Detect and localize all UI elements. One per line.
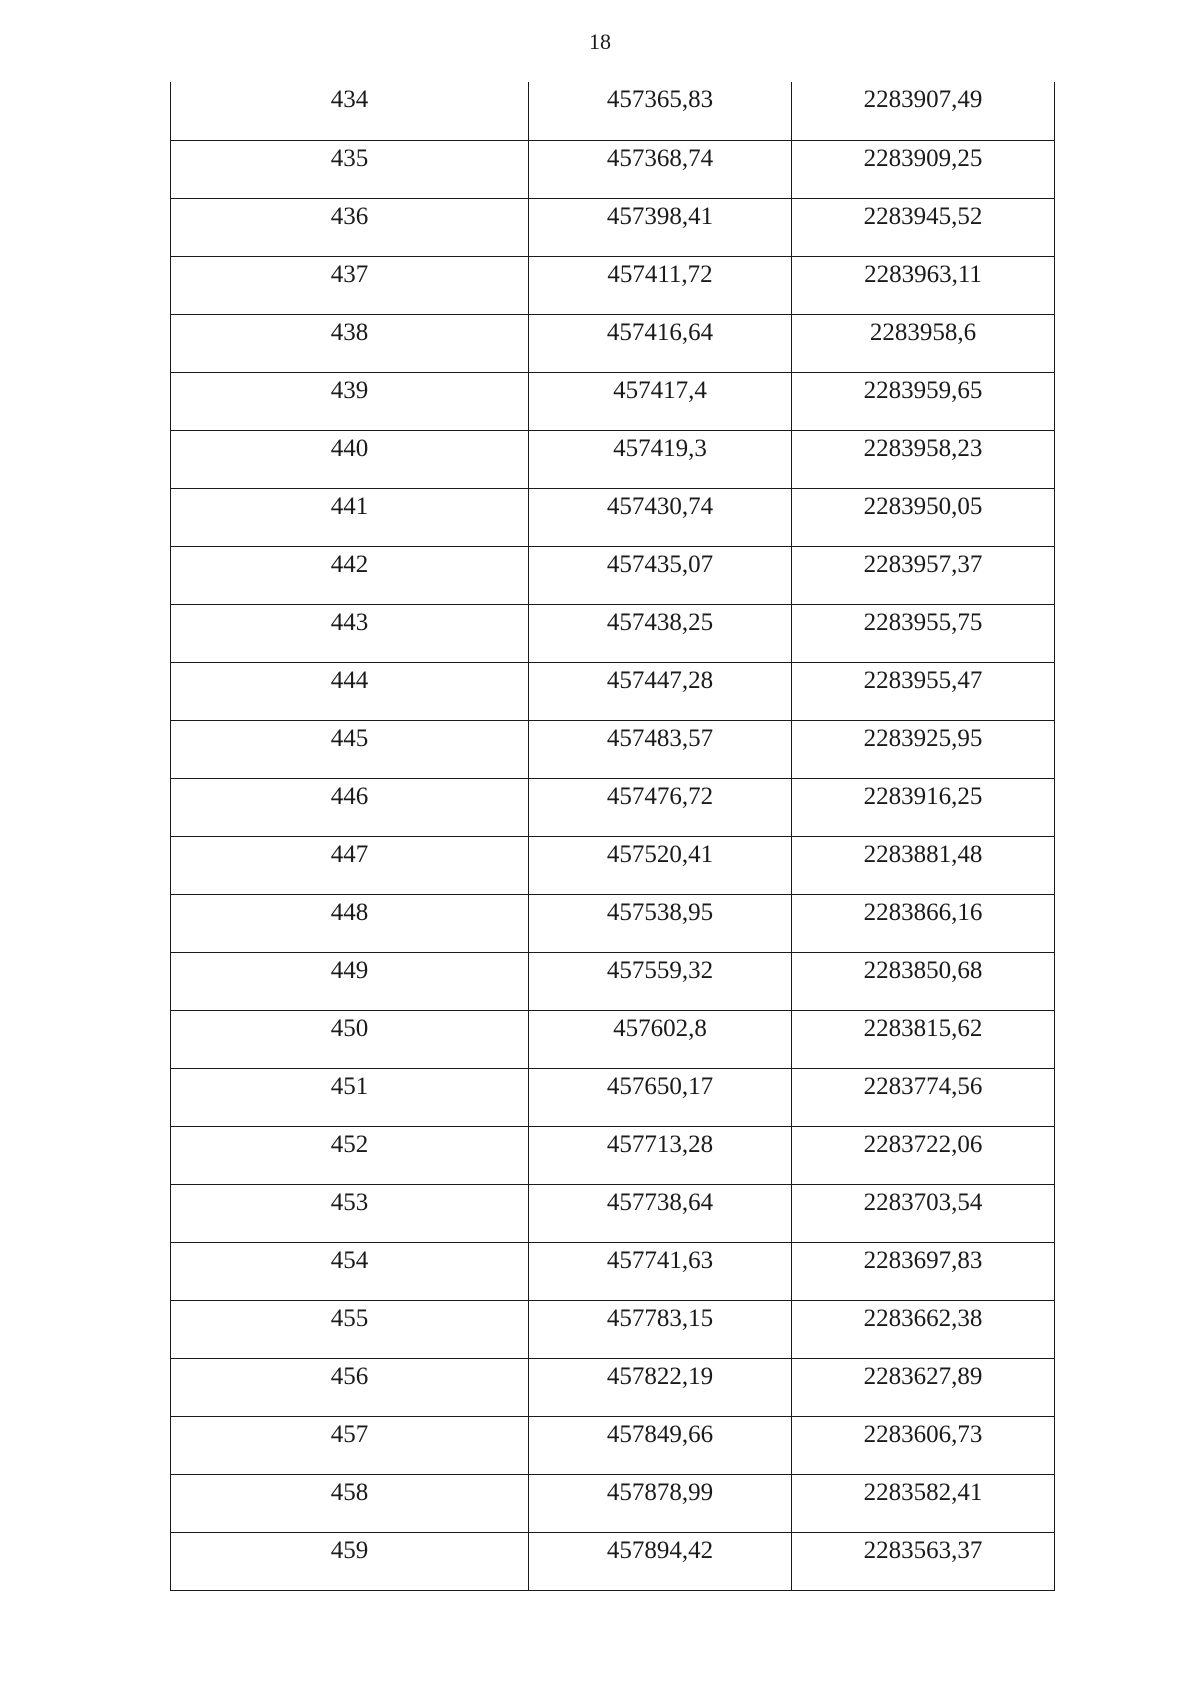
- coordinates-table: [170, 82, 1055, 1591]
- cell-text: 2283697,83: [863, 1246, 983, 1274]
- y-coordinate-cell: [792, 198, 1055, 256]
- point-number-cell: [171, 546, 529, 604]
- cell-text: 2283815,62: [863, 1014, 983, 1042]
- point-number-cell: [171, 256, 529, 314]
- table-row: [171, 198, 1055, 256]
- point-number-cell: [171, 1126, 529, 1184]
- x-coordinate-cell: [529, 1474, 792, 1532]
- cell-text: 457447,28: [606, 666, 714, 694]
- cell-text: 439: [330, 376, 369, 404]
- point-number-cell: [171, 952, 529, 1010]
- x-coordinate-cell: [529, 372, 792, 430]
- y-coordinate-cell: [792, 256, 1055, 314]
- cell-text: 457878,99: [606, 1478, 714, 1506]
- cell-text: 457713,28: [606, 1130, 714, 1158]
- cell-text: 457741,63: [606, 1246, 714, 1274]
- point-number-cell: [171, 1184, 529, 1242]
- table-row: [171, 82, 1055, 140]
- cell-text: 457894,42: [606, 1536, 714, 1564]
- cell-text: 2283850,68: [863, 956, 983, 984]
- table-row: [171, 256, 1055, 314]
- cell-text: 458: [330, 1478, 369, 1506]
- cell-text: 453: [330, 1188, 369, 1216]
- x-coordinate-cell: [529, 778, 792, 836]
- y-coordinate-cell: [792, 488, 1055, 546]
- cell-text: 434: [330, 86, 369, 113]
- x-coordinate-cell: [529, 1184, 792, 1242]
- cell-text: 457368,74: [606, 144, 714, 172]
- y-coordinate-cell: [792, 1416, 1055, 1474]
- cell-text: 446: [330, 782, 369, 810]
- cell-text: 457476,72: [606, 782, 714, 810]
- cell-text: 2283955,75: [863, 608, 983, 636]
- table-row: [171, 546, 1055, 604]
- y-coordinate-cell: [792, 430, 1055, 488]
- y-coordinate-cell: [792, 836, 1055, 894]
- x-coordinate-cell: [529, 836, 792, 894]
- y-coordinate-cell: [792, 1532, 1055, 1590]
- cell-text: 451: [330, 1072, 369, 1100]
- cell-text: 454: [330, 1246, 369, 1274]
- cell-text: 457419,3: [613, 434, 707, 462]
- table-row: [171, 1532, 1055, 1590]
- cell-text: 457650,17: [606, 1072, 714, 1100]
- cell-text: 2283627,89: [863, 1362, 983, 1390]
- cell-text: 457398,41: [606, 202, 714, 230]
- point-number-cell: [171, 778, 529, 836]
- x-coordinate-cell: [529, 720, 792, 778]
- table-row: [171, 720, 1055, 778]
- cell-text: 2283958,23: [863, 434, 983, 462]
- table-row: [171, 488, 1055, 546]
- y-coordinate-cell: [792, 82, 1055, 140]
- cell-text: 449: [330, 956, 369, 984]
- point-number-cell: [171, 720, 529, 778]
- cell-text: 443: [330, 608, 369, 636]
- x-coordinate-cell: [529, 894, 792, 952]
- table-row: [171, 836, 1055, 894]
- cell-text: 457416,64: [606, 318, 714, 346]
- point-number-cell: [171, 82, 529, 140]
- cell-text: 457417,4: [613, 376, 707, 404]
- table-row: [171, 140, 1055, 198]
- cell-text: 457849,66: [606, 1420, 714, 1448]
- y-coordinate-cell: [792, 546, 1055, 604]
- cell-text: 2283959,65: [863, 376, 983, 404]
- x-coordinate-cell: [529, 1010, 792, 1068]
- x-coordinate-cell: [529, 1532, 792, 1590]
- cell-text: 2283703,54: [863, 1188, 983, 1216]
- cell-text: 457438,25: [606, 608, 714, 636]
- cell-text: 2283916,25: [863, 782, 983, 810]
- y-coordinate-cell: [792, 778, 1055, 836]
- point-number-cell: [171, 1242, 529, 1300]
- cell-text: 444: [330, 666, 369, 694]
- table-row: [171, 430, 1055, 488]
- cell-text: 2283957,37: [863, 550, 983, 578]
- cell-text: 457430,74: [606, 492, 714, 520]
- point-number-cell: [171, 372, 529, 430]
- y-coordinate-cell: [792, 314, 1055, 372]
- cell-text: 2283958,6: [869, 318, 977, 346]
- cell-text: 457411,72: [607, 260, 713, 288]
- cell-text: 2283945,52: [863, 202, 983, 230]
- point-number-cell: [171, 1532, 529, 1590]
- table-row: [171, 1416, 1055, 1474]
- x-coordinate-cell: [529, 1416, 792, 1474]
- cell-text: 448: [330, 898, 369, 926]
- cell-text: 437: [330, 260, 369, 288]
- y-coordinate-cell: [792, 1358, 1055, 1416]
- cell-text: 2283606,73: [863, 1420, 983, 1448]
- cell-text: 457559,32: [606, 956, 714, 984]
- cell-text: 457602,8: [613, 1014, 707, 1042]
- x-coordinate-cell: [529, 604, 792, 662]
- y-coordinate-cell: [792, 1068, 1055, 1126]
- x-coordinate-cell: [529, 1242, 792, 1300]
- y-coordinate-cell: [792, 720, 1055, 778]
- cell-text: 438: [330, 318, 369, 346]
- x-coordinate-cell: [529, 198, 792, 256]
- x-coordinate-cell: [529, 1068, 792, 1126]
- cell-text: 457538,95: [606, 898, 714, 926]
- cell-text: 2283907,49: [863, 86, 983, 113]
- table-row: [171, 894, 1055, 952]
- table-row: [171, 314, 1055, 372]
- cell-text: 2283925,95: [863, 724, 983, 752]
- point-number-cell: [171, 140, 529, 198]
- cell-text: 457520,41: [606, 840, 714, 868]
- cell-text: 455: [330, 1304, 369, 1332]
- table-row: [171, 1184, 1055, 1242]
- table-row: [171, 372, 1055, 430]
- table-row: [171, 1010, 1055, 1068]
- cell-text: 447: [330, 840, 369, 868]
- cell-text: 457483,57: [606, 724, 714, 752]
- x-coordinate-cell: [529, 430, 792, 488]
- table-row: [171, 952, 1055, 1010]
- y-coordinate-cell: [792, 1184, 1055, 1242]
- x-coordinate-cell: [529, 314, 792, 372]
- y-coordinate-cell: [792, 604, 1055, 662]
- cell-text: 457: [330, 1420, 369, 1448]
- x-coordinate-cell: [529, 1126, 792, 1184]
- cell-text: 452: [330, 1130, 369, 1158]
- cell-text: 457783,15: [606, 1304, 714, 1332]
- cell-text: 2283662,38: [863, 1304, 983, 1332]
- cell-text: 456: [330, 1362, 369, 1390]
- x-coordinate-cell: [529, 1358, 792, 1416]
- cell-text: 436: [330, 202, 369, 230]
- cell-text: 2283950,05: [863, 492, 983, 520]
- cell-text: 457365,83: [606, 86, 714, 113]
- y-coordinate-cell: [792, 140, 1055, 198]
- cell-text: 459: [330, 1536, 369, 1564]
- table-row: [171, 1300, 1055, 1358]
- y-coordinate-cell: [792, 1126, 1055, 1184]
- point-number-cell: [171, 1010, 529, 1068]
- point-number-cell: [171, 430, 529, 488]
- table-row: [171, 662, 1055, 720]
- point-number-cell: [171, 198, 529, 256]
- y-coordinate-cell: [792, 1300, 1055, 1358]
- table-row: [171, 1126, 1055, 1184]
- x-coordinate-cell: [529, 662, 792, 720]
- y-coordinate-cell: [792, 952, 1055, 1010]
- point-number-cell: [171, 1300, 529, 1358]
- cell-text: 2283774,56: [863, 1072, 983, 1100]
- point-number-cell: [171, 604, 529, 662]
- table-row: [171, 1474, 1055, 1532]
- cell-text: 450: [330, 1014, 369, 1042]
- cell-text: 441: [330, 492, 369, 520]
- y-coordinate-cell: [792, 662, 1055, 720]
- cell-text: 2283909,25: [863, 144, 983, 172]
- cell-text: 2283881,48: [863, 840, 983, 868]
- cell-text: 2283955,47: [863, 666, 983, 694]
- x-coordinate-cell: [529, 256, 792, 314]
- cell-text: 457738,64: [606, 1188, 714, 1216]
- cell-text: 440: [330, 434, 369, 462]
- point-number-cell: [171, 1474, 529, 1532]
- x-coordinate-cell: [529, 546, 792, 604]
- y-coordinate-cell: [792, 894, 1055, 952]
- y-coordinate-cell: [792, 1010, 1055, 1068]
- page-number: 18: [589, 29, 611, 54]
- x-coordinate-cell: [529, 488, 792, 546]
- cell-text: 435: [330, 144, 369, 172]
- x-coordinate-cell: [529, 140, 792, 198]
- cell-text: 445: [330, 724, 369, 752]
- point-number-cell: [171, 488, 529, 546]
- point-number-cell: [171, 314, 529, 372]
- point-number-cell: [171, 1358, 529, 1416]
- cell-text: 2283563,37: [863, 1536, 983, 1564]
- table-row: [171, 1358, 1055, 1416]
- x-coordinate-cell: [529, 82, 792, 140]
- table-row: [171, 604, 1055, 662]
- cell-text: 2283582,41: [863, 1478, 983, 1506]
- table-body: [171, 82, 1055, 1590]
- point-number-cell: [171, 1068, 529, 1126]
- x-coordinate-cell: [529, 952, 792, 1010]
- cell-text: 457435,07: [606, 550, 714, 578]
- x-coordinate-cell: [529, 1300, 792, 1358]
- y-coordinate-cell: [792, 1474, 1055, 1532]
- cell-text: 2283963,11: [864, 260, 982, 288]
- point-number-cell: [171, 894, 529, 952]
- y-coordinate-cell: [792, 372, 1055, 430]
- cell-text: 442: [330, 550, 369, 578]
- point-number-cell: [171, 836, 529, 894]
- cell-text: 2283866,16: [863, 898, 983, 926]
- cell-text: 2283722,06: [863, 1130, 983, 1158]
- point-number-cell: [171, 1416, 529, 1474]
- table-row: [171, 778, 1055, 836]
- table-row: [171, 1242, 1055, 1300]
- cell-text: 457822,19: [606, 1362, 714, 1390]
- point-number-cell: [171, 662, 529, 720]
- y-coordinate-cell: [792, 1242, 1055, 1300]
- table-row: [171, 1068, 1055, 1126]
